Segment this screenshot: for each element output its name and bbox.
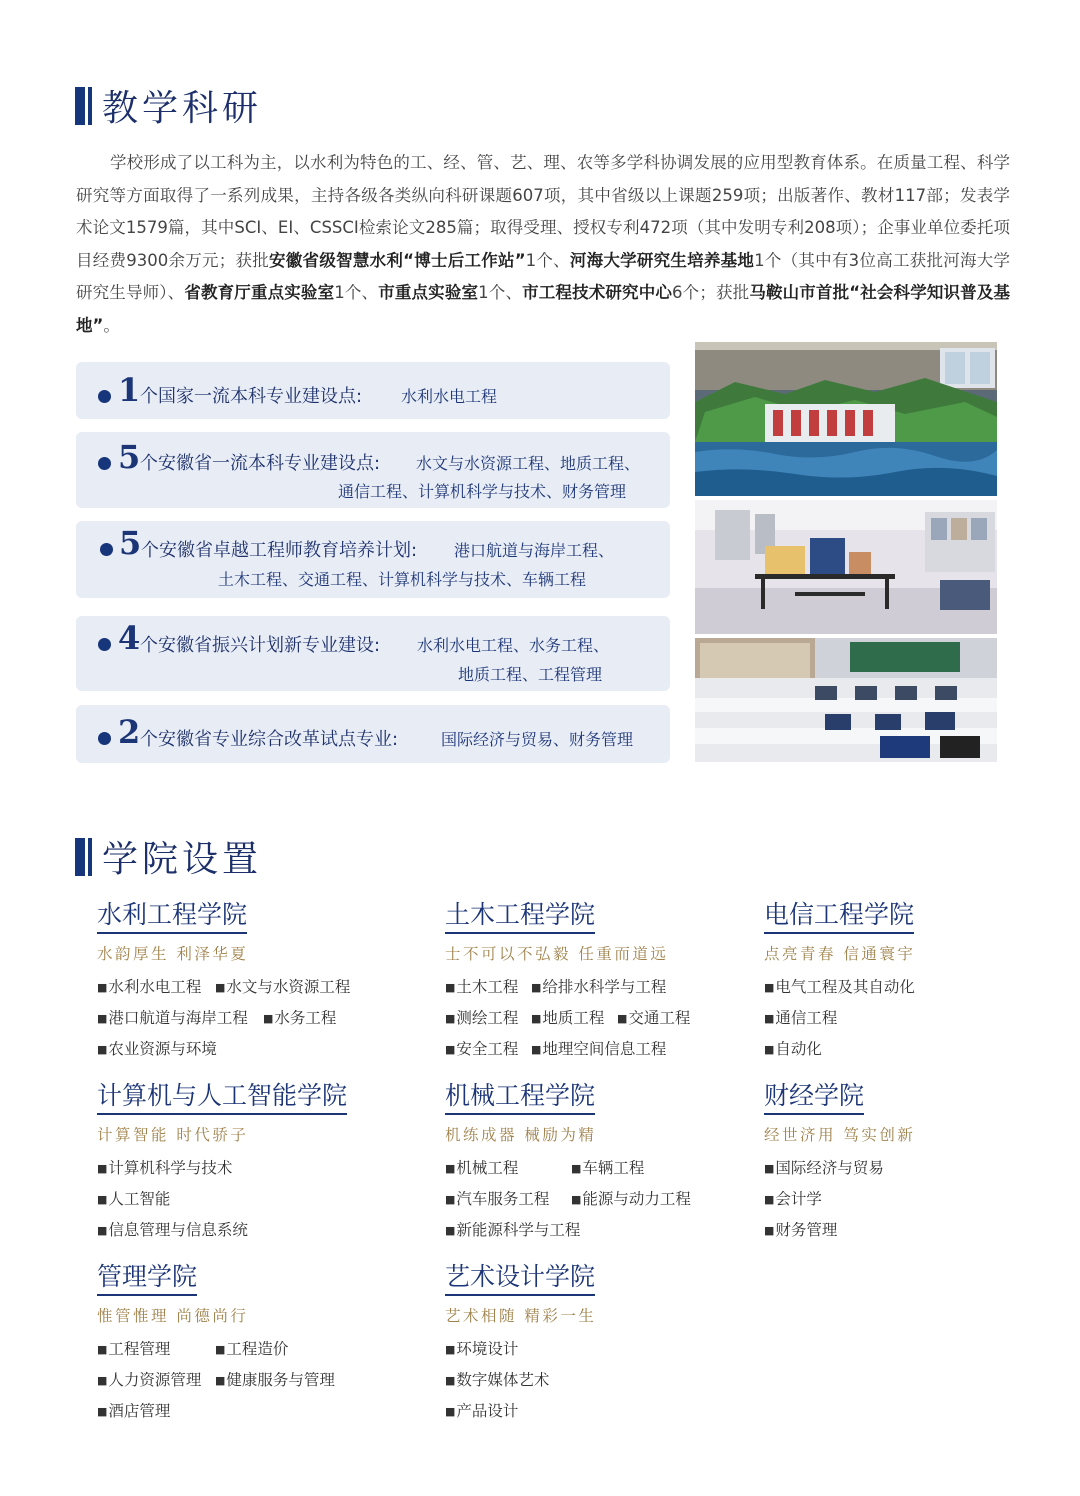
feature-box xyxy=(76,705,670,763)
college-motto: 水韵厚生 利泽华夏 xyxy=(97,945,249,963)
major-item: ■ 健康服务与管理 xyxy=(215,1365,335,1396)
feature-label: 个安徽省专业综合改革试点专业: xyxy=(140,729,399,750)
feature-label: 个安徽省卓越工程师教育培养计划: xyxy=(141,540,418,561)
major-item: ■ 地理空间信息工程 xyxy=(531,1034,666,1065)
feature-count: 5 xyxy=(119,524,142,562)
major-item: ■ 机械工程 xyxy=(445,1153,571,1184)
heading-bar xyxy=(88,87,92,125)
feature-box xyxy=(76,432,670,508)
college-name: 艺术设计学院 xyxy=(445,1262,595,1296)
major-list xyxy=(445,1334,596,1427)
major-list xyxy=(97,972,350,1065)
major-item: ■ 国际经济与贸易 xyxy=(764,1153,884,1184)
feature-count: 5 xyxy=(118,438,141,476)
major-item: ■ 工程造价 xyxy=(215,1334,288,1365)
major-item: ■ 土木工程 xyxy=(445,972,531,1003)
photo-hydraulic-model-image xyxy=(695,342,997,496)
feature-box xyxy=(76,521,670,598)
college-motto: 点亮青春 信通寰宇 xyxy=(764,945,916,963)
feature-value: 水文与水资源工程、地质工程、 xyxy=(416,454,641,473)
heading-bar xyxy=(75,838,85,876)
major-item: ■ 车辆工程 xyxy=(571,1153,644,1184)
section-heading-colleges xyxy=(75,831,262,882)
feature-label: 个安徽省一流本科专业建设点: xyxy=(140,453,381,474)
major-item: ■ 信息管理与信息系统 xyxy=(97,1215,248,1246)
college-computer-ai xyxy=(97,1081,347,1246)
major-list xyxy=(97,1334,335,1427)
major-item: ■ 新能源科学与工程 xyxy=(445,1215,580,1246)
feature-box xyxy=(76,616,670,691)
college-motto: 士不可以不弘毅 任重而道远 xyxy=(445,945,669,963)
major-item: ■ 会计学 xyxy=(764,1184,822,1215)
college-name: 计算机与人工智能学院 xyxy=(97,1081,347,1115)
feature-label: 个国家一流本科专业建设点: xyxy=(140,386,363,407)
photo-hydraulic-model xyxy=(695,342,997,496)
section-title: 教学科研 xyxy=(102,88,263,129)
heading-bar xyxy=(75,87,85,125)
college-finance-economics xyxy=(764,1081,915,1246)
photo-electronics-lab-image xyxy=(695,638,997,762)
photo-electronics-lab xyxy=(695,638,997,762)
major-item: ■ 数字媒体艺术 xyxy=(445,1365,549,1396)
college-electronic-telecom xyxy=(764,900,915,1065)
college-name: 水利工程学院 xyxy=(97,900,247,934)
photo-exhibition-room xyxy=(695,500,997,634)
major-item: ■ 酒店管理 xyxy=(97,1396,170,1427)
major-item: ■ 水务工程 xyxy=(263,1003,336,1034)
feature-count: 1 xyxy=(118,371,141,409)
major-item: ■ 人工智能 xyxy=(97,1184,170,1215)
feature-value: 水利水电工程 xyxy=(401,387,498,406)
feature-box xyxy=(76,362,670,419)
major-item: ■ 汽车服务工程 xyxy=(445,1184,571,1215)
major-item: ■ 农业资源与环境 xyxy=(97,1034,217,1065)
major-item: ■ 水利水电工程 xyxy=(97,972,215,1003)
major-item: ■ 人力资源管理 xyxy=(97,1365,215,1396)
major-list xyxy=(445,972,690,1065)
college-motto: 经世济用 笃实创新 xyxy=(764,1126,916,1144)
college-motto: 惟管惟理 尚德尚行 xyxy=(97,1307,249,1325)
bullet-dot xyxy=(98,732,111,745)
bullet-dot xyxy=(98,457,111,470)
college-name: 电信工程学院 xyxy=(764,900,914,934)
major-item: ■ 水文与水资源工程 xyxy=(215,972,350,1003)
college-name: 土木工程学院 xyxy=(445,900,595,934)
college-management xyxy=(97,1262,335,1427)
college-art-design xyxy=(445,1262,596,1427)
heading-bar xyxy=(88,838,92,876)
intro-paragraph: 学校形成了以工科为主，以水利为特色的工、经、管、艺、理、农等多学科协调发展的应用型教育体系。在质量工程、科学研究等方面取得了一系列成果，主持各级各类纵向科研课题607项，其中省级以上课题259项；出版著作、教材117部；发表学术论文1579篇，其中SCI、EI、CSSCI检索论文285篇；取得受理、授权专利472项（其中发明专利208项）；企事业单位委托项目经费9300余万元；获批安徽省级智慧水利“博士后工作站”1个、河海大学研究生培养基地1个（其中有3位高工获批河海大学研究生导师）、省教育厅重点实验室1个、市重点实验室1个、市工程技术研究中心6个；获批马鞍山市首批“社会科学知识普及基地”。 xyxy=(76,153,1010,335)
major-item: ■ 测绘工程 xyxy=(445,1003,531,1034)
major-item: ■ 电气工程及其自动化 xyxy=(764,972,915,1003)
college-motto: 机练成器 械励为精 xyxy=(445,1126,597,1144)
section-title: 学院设置 xyxy=(102,839,263,880)
major-item: ■ 通信工程 xyxy=(764,1003,837,1034)
bullet-dot xyxy=(98,390,111,403)
college-name: 机械工程学院 xyxy=(445,1081,595,1115)
major-list xyxy=(764,972,915,1065)
major-list xyxy=(97,1153,347,1246)
major-item: ■ 环境设计 xyxy=(445,1334,518,1365)
major-item: ■ 交通工程 xyxy=(617,1003,690,1034)
feature-count: 2 xyxy=(118,713,141,751)
bullet-dot xyxy=(98,638,111,651)
feature-value: 水利水电工程、水务工程、 xyxy=(417,636,610,655)
major-item: ■ 能源与动力工程 xyxy=(571,1184,691,1215)
photo-exhibition-room-image xyxy=(695,500,997,634)
feature-value: 通信工程、计算机科学与技术、财务管理 xyxy=(338,482,627,501)
feature-count: 4 xyxy=(118,619,141,657)
college-name: 财经学院 xyxy=(764,1081,864,1115)
feature-value: 港口航道与海岸工程、 xyxy=(454,541,615,560)
feature-value: 土木工程、交通工程、计算机科学与技术、车辆工程 xyxy=(218,570,587,589)
college-motto: 艺术相随 精彩一生 xyxy=(445,1307,597,1325)
major-item: ■ 地质工程 xyxy=(531,1003,617,1034)
major-item: ■ 产品设计 xyxy=(445,1396,518,1427)
major-item: ■ 港口航道与海岸工程 xyxy=(97,1003,263,1034)
major-item: ■ 计算机科学与技术 xyxy=(97,1153,232,1184)
section-heading-research xyxy=(75,80,262,131)
feature-value: 国际经济与贸易、财务管理 xyxy=(441,730,634,749)
bullet-dot xyxy=(100,543,113,556)
major-list xyxy=(445,1153,691,1246)
college-mechanical xyxy=(445,1081,691,1246)
major-item: ■ 安全工程 xyxy=(445,1034,531,1065)
college-name: 管理学院 xyxy=(97,1262,197,1296)
college-motto: 计算智能 时代骄子 xyxy=(97,1126,249,1144)
feature-value: 地质工程、工程管理 xyxy=(458,665,603,684)
major-item: ■ 给排水科学与工程 xyxy=(531,972,666,1003)
major-item: ■ 自动化 xyxy=(764,1034,822,1065)
major-item: ■ 财务管理 xyxy=(764,1215,837,1246)
major-item: ■ 工程管理 xyxy=(97,1334,215,1365)
college-water-conservancy xyxy=(97,900,350,1065)
college-civil-engineering xyxy=(445,900,690,1065)
feature-label: 个安徽省振兴计划新专业建设: xyxy=(140,635,381,656)
major-list xyxy=(764,1153,915,1246)
